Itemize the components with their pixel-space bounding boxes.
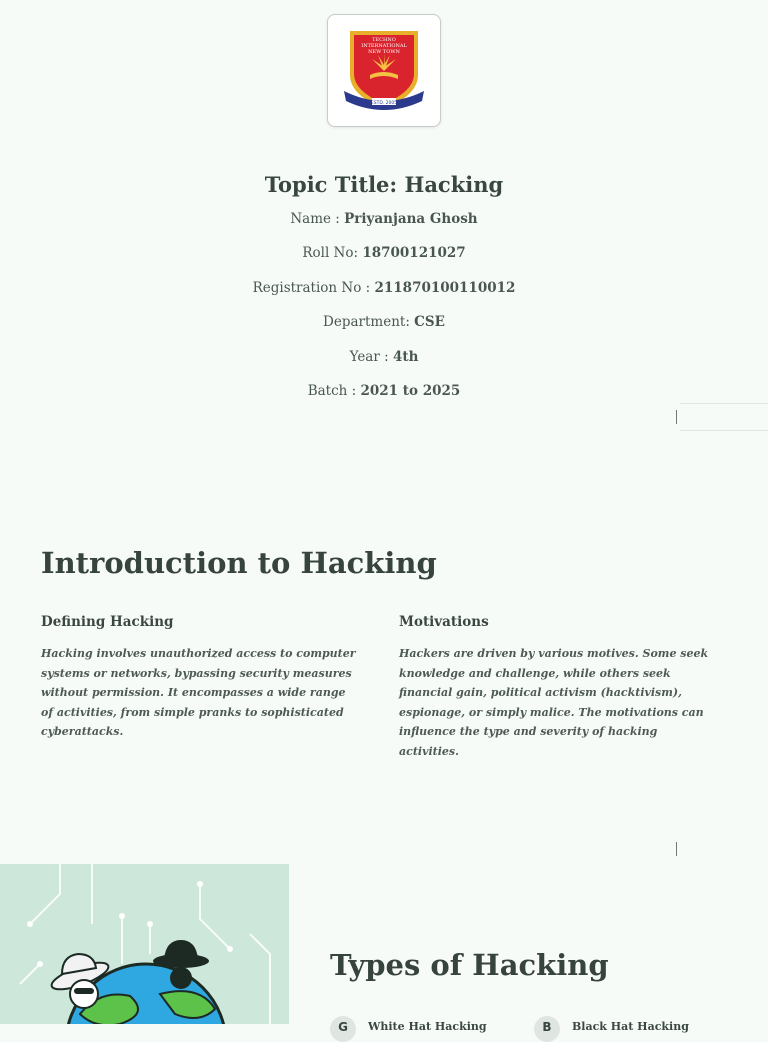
registration-field xyxy=(0,280,768,296)
type-label: White Hat Hacking xyxy=(368,1020,487,1033)
roll-value: 18700121027 xyxy=(362,245,466,261)
logo-text-line2: INTERNATIONAL xyxy=(361,43,407,49)
slide-divider-line xyxy=(680,430,768,431)
cover-slide xyxy=(0,0,768,432)
motivations-text: Hackers are driven by various motives. Some seek knowledge and challenge, while others seek financial gain, political activism (hacktivism), espionage, or simply malice. The motivations can influence the type and severity of hacking activities. xyxy=(399,647,709,758)
batch-field xyxy=(0,383,768,399)
name-label: Name : xyxy=(290,211,345,227)
defining-hacking-heading: Defining Hacking xyxy=(41,614,174,630)
type-label: Black Hat Hacking xyxy=(572,1020,689,1033)
year-field xyxy=(0,349,768,365)
batch-label: Batch : xyxy=(307,383,361,399)
logo-text-line1: TECHNO xyxy=(372,37,396,43)
college-logo xyxy=(327,14,441,127)
types-heading: Types of Hacking xyxy=(330,948,609,982)
registration-label: Registration No : xyxy=(252,280,375,296)
slide-divider-line xyxy=(680,403,768,404)
name-field xyxy=(0,211,768,227)
topic-title: Topic Title: Hacking xyxy=(264,172,504,197)
slide-divider-mark xyxy=(676,410,677,424)
types-slide xyxy=(0,864,768,1034)
department-value: CSE xyxy=(414,314,445,330)
name-value: Priyanjana Ghosh xyxy=(344,211,478,227)
batch-value: 2021 to 2025 xyxy=(360,383,461,399)
intro-heading: Introduction to Hacking xyxy=(41,546,437,580)
department-field xyxy=(0,314,768,330)
slide-divider-mark xyxy=(676,842,677,856)
type-badge: B xyxy=(534,1016,560,1042)
year-value: 4th xyxy=(392,349,419,365)
year-label: Year : xyxy=(349,349,393,365)
type-badge: G xyxy=(330,1016,356,1042)
motivations-heading: Motivations xyxy=(399,614,489,630)
logo-text-line3: NEW TOWN xyxy=(368,49,400,55)
hacking-illustration xyxy=(0,864,289,1024)
intro-slide xyxy=(0,432,768,864)
registration-value: 211870100110012 xyxy=(374,280,516,296)
department-label: Department: xyxy=(323,314,415,330)
roll-field xyxy=(0,245,768,261)
logo-estd-text: ESTD. 2005 xyxy=(370,101,398,106)
roll-label: Roll No: xyxy=(302,245,363,261)
defining-hacking-text: Hacking involves unauthorized access to computer systems or networks, bypassing security measures without permission. It encompasses a wide range of activities, from simple pranks to sophisticated cyberattacks. xyxy=(41,647,356,738)
college-logo-shield-icon xyxy=(342,25,426,115)
